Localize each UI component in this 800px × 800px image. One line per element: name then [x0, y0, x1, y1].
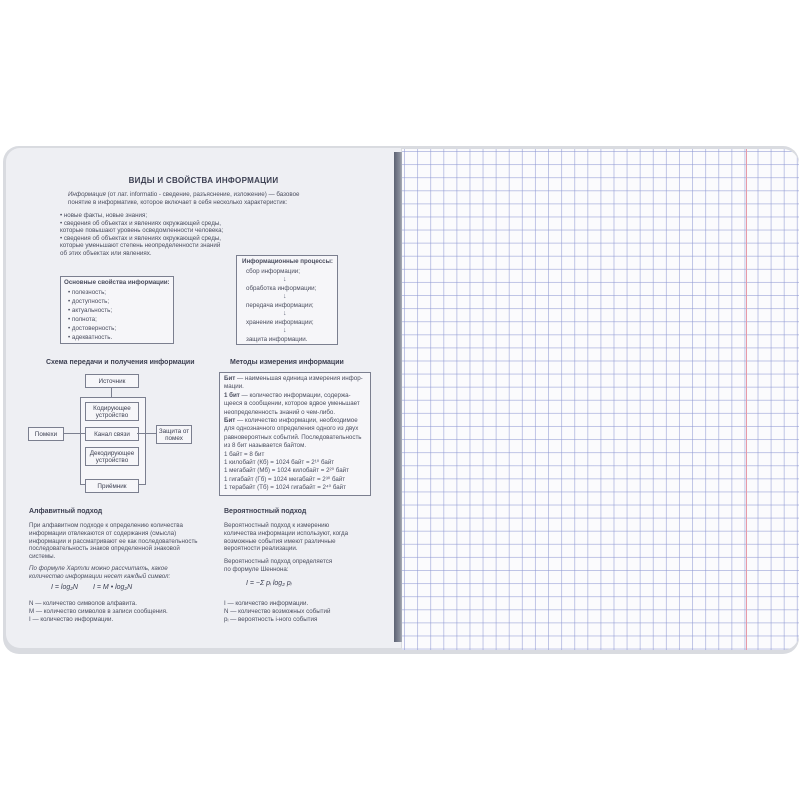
- encoder-box: Кодирующее устройство: [85, 402, 139, 421]
- alphabetic-legend-line: N — количество символов алфавита.: [29, 600, 137, 607]
- alphabetic-line: информации и рассматривают ее как последовательность: [29, 537, 198, 545]
- down-arrow-icon: ↓: [283, 293, 287, 300]
- receiver-box: Приёмник: [85, 479, 139, 493]
- connector: [137, 433, 156, 434]
- intro-term: Информация: [68, 191, 106, 198]
- intro-text: (от лат. informatio - сведение, разъяснение, изложение) — базовое: [105, 191, 300, 198]
- down-arrow-icon: ↓: [283, 327, 287, 334]
- hartley-formula-2: I = M • log₂N: [93, 584, 133, 591]
- property-item: • адекватность.: [68, 334, 113, 341]
- methods-line: Бит — наименьшая единица измерения инфор-: [224, 375, 363, 382]
- hartley-line: По формуле Хартли можно рассчитать, какое: [29, 565, 168, 572]
- intro-line-2: понятие в информатике, которое включает в себя несколько характеристик:: [68, 199, 288, 206]
- characteristic-item: • сведения об объектах и явлениях окружающей среды,: [60, 234, 222, 242]
- page-title: ВИДЫ И СВОЙСТВА ИНФОРМАЦИИ: [128, 176, 279, 185]
- connector: [63, 433, 85, 434]
- property-item: • полезность;: [68, 289, 107, 296]
- process-item: хранение информации;: [246, 319, 314, 326]
- methods-line: Бит — количество информации, необходимое: [224, 417, 358, 424]
- margin-line: [746, 149, 747, 650]
- property-item: • полнота;: [68, 316, 97, 323]
- alphabetic-legend-line: I — количество информации.: [29, 615, 114, 623]
- down-arrow-icon: ↓: [283, 276, 287, 283]
- alphabetic-title: Алфавитный подход: [29, 508, 103, 515]
- methods-line: 1 мегабайт (Мб) = 1024 килобайт = 2²⁰ байт: [224, 467, 349, 475]
- methods-line: щееся в сообщении, которое вдвое уменьшает: [224, 400, 360, 408]
- scheme-title: Схема передачи и получения информации: [46, 359, 195, 366]
- shannon-line: по формуле Шеннона:: [224, 565, 289, 573]
- methods-line: неопределенность знаний о чем-либо.: [224, 408, 336, 416]
- cover-inner-page: [6, 148, 401, 648]
- methods-line: 1 терабайт (Тб) = 1024 гигабайт = 2⁴⁰ байт: [224, 484, 346, 492]
- noise-box: Помехи: [28, 427, 64, 441]
- characteristic-item: • новые факты, новые знания;: [60, 212, 148, 219]
- grid-page: [402, 149, 799, 650]
- properties-title: Основные свойства информации:: [64, 279, 170, 286]
- intro-line-1: [68, 191, 299, 199]
- characteristic-item: • сведения об объектах и явлениях окружающей среды,: [60, 219, 222, 227]
- down-arrow-icon: ↓: [283, 310, 287, 317]
- protection-box: Защита от помех: [156, 425, 192, 444]
- shannon-formula: I = −Σ pᵢ log₂ pᵢ: [246, 580, 292, 587]
- property-item: • достоверность;: [68, 325, 117, 332]
- methods-title: Методы измерения информации: [230, 359, 344, 366]
- methods-line: мации.: [224, 383, 244, 391]
- probabilistic-legend-line: I — количество информации.: [224, 600, 309, 607]
- source-box: Источник: [85, 374, 139, 388]
- processes-title: Информационные процессы:: [242, 258, 333, 265]
- methods-line: 1 бит — количество информации, содержа-: [224, 391, 351, 399]
- shannon-line: Вероятностный подход определяется: [224, 558, 333, 565]
- methods-line: для однозначного определения одного из двух: [224, 425, 359, 433]
- process-item: передача информации;: [246, 302, 314, 309]
- property-item: • актуальность;: [68, 307, 113, 314]
- methods-line: равновероятных событий. Последовательность: [224, 433, 362, 441]
- methods-line: 1 килобайт (Кб) = 1024 байт = 2¹⁰ байт: [224, 459, 335, 466]
- alphabetic-line: информации отвлекаются от содержания (смысла): [29, 529, 177, 537]
- probabilistic-line: Вероятностный подход к измерению: [224, 522, 330, 529]
- alphabetic-line: При алфавитном подходе к определению количества: [29, 522, 183, 529]
- alphabetic-line: последовательность знаков определенной знаковой: [29, 545, 180, 553]
- process-item: защита информации.: [246, 336, 308, 343]
- probabilistic-legend-line: N — количество возможных событий: [224, 607, 331, 615]
- hartley-formula-1: I = log₂N: [51, 584, 78, 591]
- methods-line: из 8 бит называется байтом.: [224, 442, 307, 450]
- probabilistic-legend-line: pᵢ — вероятность i-ного события: [224, 615, 318, 623]
- alphabetic-legend-line: M — количество символов в записи сообщения.: [29, 607, 168, 615]
- decoder-box: Декодирующее устройство: [85, 447, 139, 466]
- characteristic-item: которые повышают уровень осведомленности человека;: [60, 227, 224, 235]
- characteristic-item: которые уменьшают степень неопределенности знаний: [60, 242, 221, 250]
- probabilistic-title: Вероятностный подход: [224, 508, 307, 515]
- process-item: обработка информации;: [246, 285, 317, 292]
- probabilistic-line: вероятности реализации.: [224, 545, 298, 553]
- methods-line: 1 гигабайт (Гб) = 1024 мегабайт = 2³⁰ байт: [224, 475, 346, 483]
- probabilistic-line: количества информации используют, когда: [224, 529, 349, 537]
- channel-box: Канал связи: [85, 427, 139, 441]
- property-item: • доступность;: [68, 298, 110, 305]
- hartley-line: количество информации несет каждый символ:: [29, 572, 171, 580]
- characteristic-item: об этих объектах или явлениях.: [60, 250, 152, 257]
- probabilistic-line: возможные события имеют различные: [224, 537, 336, 545]
- methods-line: 1 байт = 8 бит: [224, 450, 265, 458]
- alphabetic-line: системы.: [29, 553, 56, 561]
- process-item: сбор информации;: [246, 268, 300, 275]
